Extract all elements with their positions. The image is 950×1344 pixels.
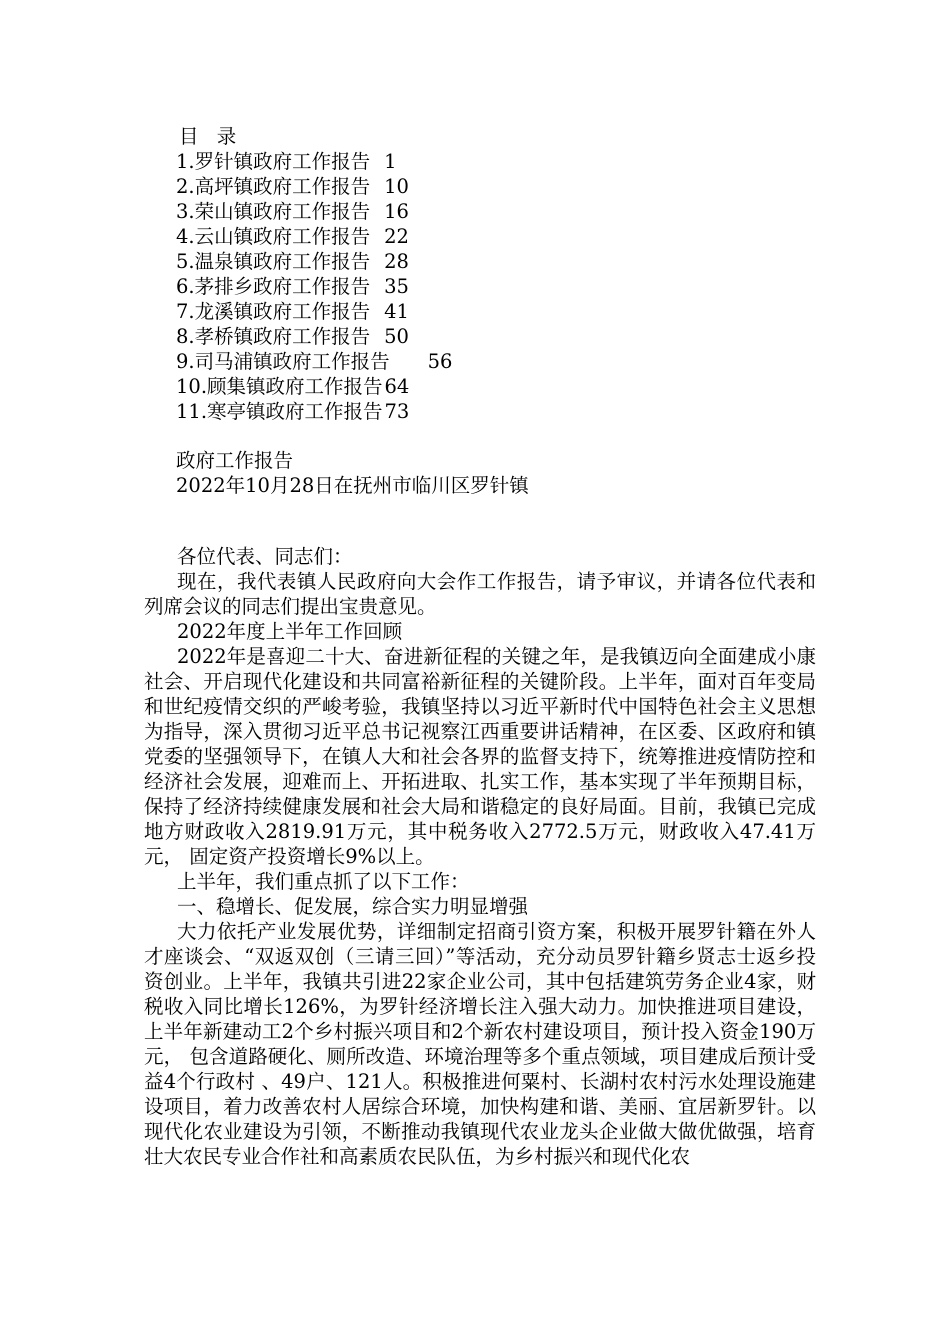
toc-item-label: 9.司马浦镇政府工作报告	[176, 350, 390, 373]
toc-item	[176, 324, 452, 349]
toc-item-label: 10.顾集镇政府工作报告	[176, 375, 383, 398]
toc-item	[176, 299, 452, 324]
toc-item-label: 1.罗针镇政府工作报告	[176, 150, 371, 173]
toc-item-label: 5.温泉镇政府工作报告	[176, 250, 371, 273]
salutation: 各位代表、同志们：	[177, 545, 353, 568]
toc-item-label: 3.荣山镇政府工作报告	[176, 200, 371, 223]
body-paragraph: 现在，我代表镇人民政府向大会作工作报告，请予审议，并请各位代表和列席会议的同志们提出宝贵意见。	[144, 570, 816, 618]
toc-item-label: 6.茅排乡政府工作报告	[176, 275, 371, 298]
toc-item-page: 10	[384, 175, 409, 198]
report-title: 政府工作报告	[176, 449, 294, 472]
report-header	[176, 448, 529, 498]
body-paragraph: 大力依托产业发展优势，详细制定招商引资方案，积极开展罗针籍在外人才座谈会、“双返双创（三请三回）”等活动，充分动员罗针籍乡贤志士返乡投资创业。上半年，我镇共引进22家企业公司，其中包括建筑劳务企业4家，财税收入同比增长126%，为罗针经济增长注入强大动力。加快推进项目建设，上半年新建动工2个乡村振兴项目和2个新农村建设项目，预计投入资金190万元， 包含道路硬化、厕所改造、环境治理等多个重点领域，项目建成后预计受益4个行政村 、49户、121人。积极推进何粟村、长湖村农村污水处理设施建设项目，着力改善农村人居综合环境，加快构建和谐、美丽、宜居新罗针。以现代化农业建设为引领，不断推动我镇现代农业龙头企业做大做优做强，培育壮大农民专业合作社和高素质农民队伍，为乡村振兴和现代化农	[144, 920, 816, 1168]
section-heading: 一、稳增长、促发展，综合实力明显增强	[177, 895, 529, 918]
toc-item-page: 41	[384, 300, 409, 323]
toc-item-label: 11.寒亭镇政府工作报告	[176, 400, 383, 423]
toc-item-page: 35	[384, 275, 409, 298]
toc-item-label: 2.高坪镇政府工作报告	[176, 175, 371, 198]
body-paragraph: 上半年，我们重点抓了以下工作：	[177, 870, 470, 893]
toc-item	[176, 374, 452, 399]
toc-item	[176, 174, 452, 199]
section-heading: 2022年度上半年工作回顾	[177, 620, 403, 643]
body-paragraph: 2022年是喜迎二十大、奋进新征程的关键之年，是我镇迈向全面建成小康社会、开启现代化建设和共同富裕新征程的关键阶段。上半年，面对百年变局和世纪疫情交织的严峻考验，我镇坚持以习近平新时代中国特色社会主义思想为指导，深入贯彻习近平总书记视察江西重要讲话精神，在区委、区政府和镇党委的坚强领导下，在镇人大和社会各界的监督支持下，统筹推进疫情防控和经济社会发展，迎难而上、开拓进取、扎实工作，基本实现了半年预期目标，保持了经济持续健康发展和社会大局和谐稳定的良好局面。目前，我镇已完成地方财政收入2819.91万元，其中税务收入2772.5万元，财政收入47.41万元， 固定资产投资增长9%以上。	[144, 645, 816, 868]
report-body	[144, 544, 816, 1169]
toc-item-page: 22	[384, 225, 409, 248]
toc-item-page: 16	[384, 200, 409, 223]
table-of-contents	[176, 124, 452, 424]
toc-item-page: 56	[427, 350, 453, 373]
toc-item-page: 64	[384, 375, 410, 398]
toc-item	[176, 274, 452, 299]
toc-item	[176, 399, 452, 424]
toc-item-page: 73	[384, 400, 410, 423]
toc-item-page: 28	[384, 250, 409, 273]
toc-item	[176, 249, 452, 274]
toc-item-label: 8.孝桥镇政府工作报告	[176, 325, 371, 348]
toc-title: 目 录	[179, 125, 243, 148]
toc-item-label: 7.龙溪镇政府工作报告	[176, 300, 371, 323]
toc-item-page: 50	[384, 325, 409, 348]
toc-item-page: 1	[384, 150, 397, 173]
toc-item	[176, 224, 452, 249]
toc-item	[176, 349, 452, 374]
toc-item	[176, 199, 452, 224]
toc-item	[176, 149, 452, 174]
toc-item-label: 4.云山镇政府工作报告	[176, 225, 371, 248]
report-date-place: 2022年10月28日在抚州市临川区罗针镇	[176, 474, 529, 497]
